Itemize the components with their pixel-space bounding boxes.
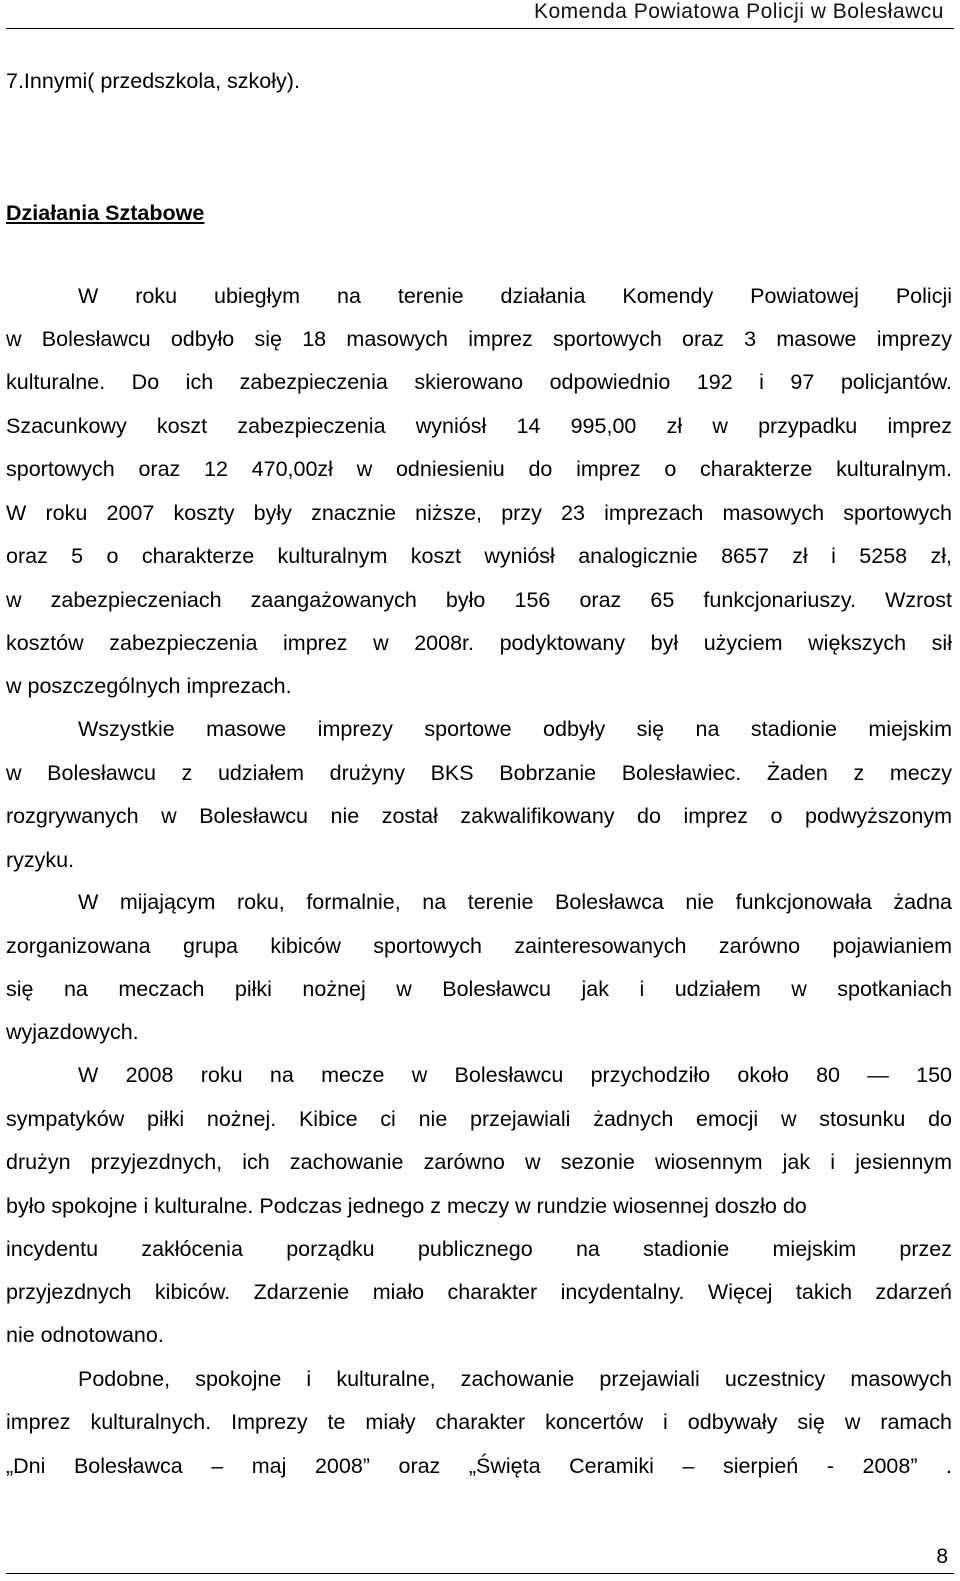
body-line: kulturalne. Do ich zabezpieczenia skierowano odpowiednio 192 i 97 policjantów. [6,370,952,394]
body-line: wyjazdowych. [6,1020,139,1044]
body-line: drużyn przyjezdnych, ich zachowanie zarówno w sezonie wiosennym jak i jesiennym [6,1150,952,1174]
footer-rule [6,1573,954,1574]
body-line: w Bolesławcu z udziałem drużyny BKS Bobrzanie Bolesławiec. Żaden z meczy [6,761,952,785]
body-line: sympatyków piłki nożnej. Kibice ci nie przejawiali żadnych emocji w stosunku do [6,1107,952,1131]
section-heading: Działania Sztabowe [6,201,205,225]
body-line: incydentu zakłócenia porządku publicznego na stadionie miejskim przez [6,1237,952,1261]
body-line: W roku ubiegłym na terenie działania Komendy Powiatowej Policji [78,284,952,308]
body-line: przyjezdnych kibiców. Zdarzenie miało charakter incydentalny. Więcej takich zdarzeń [6,1280,952,1304]
body-line: zorganizowana grupa kibiców sportowych zainteresowanych zarówno pojawianiem [6,934,952,958]
body-line: w zabezpieczeniach zaangażowanych było 156 oraz 65 funkcjonariuszy. Wzrost [6,588,952,612]
item-heading: 7.Innymi( przedszkola, szkoły). [6,69,300,93]
body-line: było spokojne i kulturalne. Podczas jednego z meczy w rundzie wiosennej doszło do [6,1194,807,1218]
body-line: sportowych oraz 12 470,00zł w odniesieniu do imprez o charakterze kulturalnym. [6,457,952,481]
body-line: W mijającym roku, formalnie, na terenie Bolesławca nie funkcjonowała żadna [78,890,952,914]
body-line: kosztów zabezpieczenia imprez w 2008r. podyktowany był użyciem większych sił [6,631,952,655]
body-line: rozgrywanych w Bolesławcu nie został zakwalifikowany do imprez o podwyższonym [6,804,952,828]
body-line: Podobne, spokojne i kulturalne, zachowanie przejawiali uczestnicy masowych [78,1367,952,1391]
page-header: Komenda Powiatowa Policji w Bolesławcu [533,0,944,23]
body-line: „Dni Bolesławca – maj 2008” oraz „Święta Ceramiki – sierpień - 2008” . [6,1454,952,1478]
body-line: W roku 2007 koszty były znacznie niższe, przy 23 imprezach masowych sportowych [6,501,952,525]
body-line: w Bolesławcu odbyło się 18 masowych imprez sportowych oraz 3 masowe imprezy [6,327,952,351]
body-line: imprez kulturalnych. Imprezy te miały charakter koncertów i odbywały się w ramach [6,1410,952,1434]
body-line: Szacunkowy koszt zabezpieczenia wyniósł 14 995,00 zł w przypadku imprez [6,414,952,438]
header-rule [6,28,954,29]
body-line: oraz 5 o charakterze kulturalnym koszt wyniósł analogicznie 8657 zł i 5258 zł, [6,544,952,568]
body-line: nie odnotowano. [6,1323,164,1347]
body-line: ryzyku. [6,848,75,872]
body-line: Wszystkie masowe imprezy sportowe odbyły się na stadionie miejskim [78,717,952,741]
body-line: w poszczególnych imprezach. [6,674,292,698]
body-line: się na meczach piłki nożnej w Bolesławcu jak i udziałem w spotkaniach [6,977,952,1001]
page-number: 8 [936,1545,948,1568]
body-line: W 2008 roku na mecze w Bolesławcu przychodziło około 80 — 150 [78,1063,952,1087]
